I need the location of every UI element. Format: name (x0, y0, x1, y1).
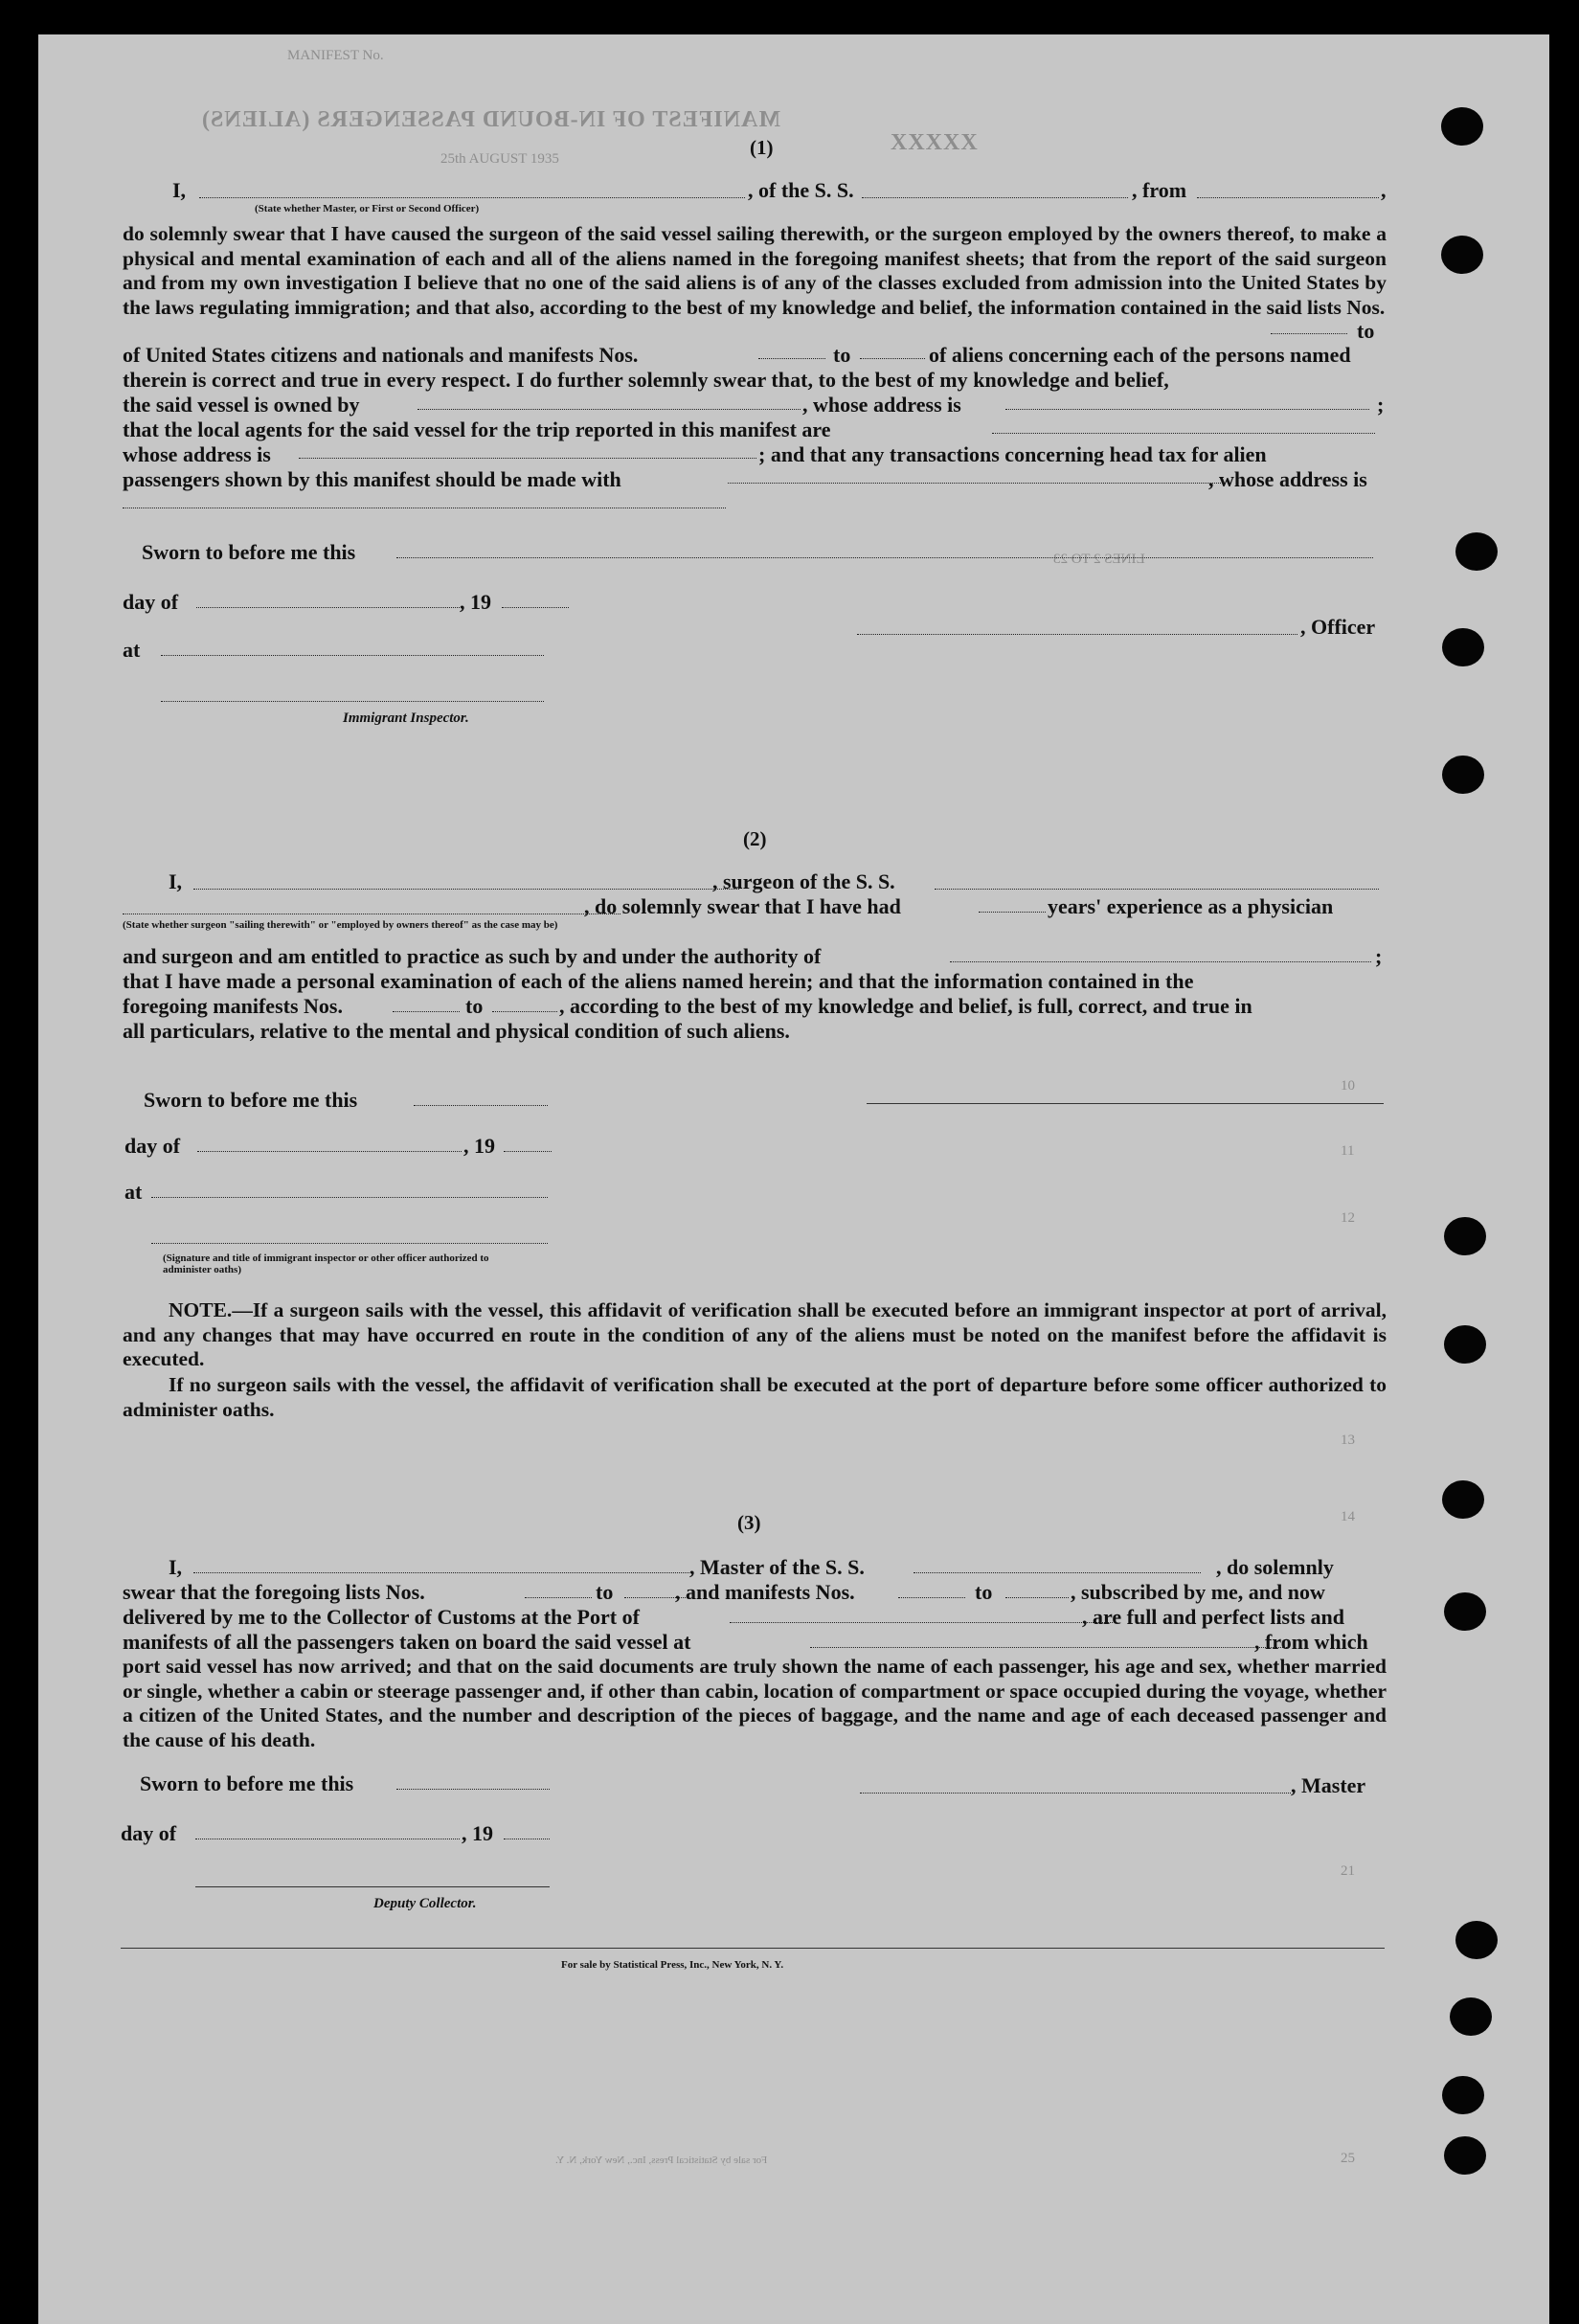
s2-day-blank (197, 1151, 462, 1152)
s3-port-blank (730, 1622, 1113, 1623)
s1-sworn-blank (396, 557, 1373, 558)
punch-hole (1442, 756, 1484, 794)
s2-at-blank (151, 1197, 548, 1198)
s2-authority-blank (950, 961, 1371, 962)
punch-hole (1444, 1325, 1486, 1364)
s2-ship-blank (935, 889, 1379, 890)
s2-sig-note: (Signature and title of immigrant inspector or other officer authorized to administer oaths) (163, 1252, 489, 1275)
s1-manifests-to-blank (860, 358, 925, 359)
s2-manifests-nos: foregoing manifests Nos. (123, 994, 343, 1018)
s1-made-with-blank (728, 483, 1221, 484)
s1-whose-address: , whose address is (802, 393, 961, 417)
s1-agents-blank (992, 433, 1375, 434)
s1-sworn: Sworn to before me this (142, 540, 356, 564)
s3-full-lists: , are full and perfect lists and (1082, 1605, 1344, 1629)
s2-line2: and surgeon and am entitled to practice as such by and under the authority of (123, 944, 822, 968)
section-number-2: (2) (743, 827, 767, 850)
punch-hole (1455, 532, 1498, 571)
ghost-margin-13: 13 (1341, 1433, 1355, 1448)
ghost-footer: For sale by Statistical Press, Inc., New York, N. Y. (555, 2155, 768, 2166)
ghost-date: 25th AUGUST 1935 (440, 151, 559, 167)
punch-hole (1442, 2076, 1484, 2114)
s3-body: port said vessel has now arrived; and that on the said documents are truly shown the name of each passenger, his age and sex, whether married or single, whether a cabin or steerage passenger and, if other than cabin, location of compartment or space occupied during the voyage, whether a citizen of the United States, and the number and description of the pieces of baggage, and the name and age of each deceased passenger and the cause of his death. (123, 1655, 1387, 1751)
s1-line3: therein is correct and true in every respect. I do further solemnly swear that, to the best of my knowledge and belief, (123, 368, 1169, 392)
punch-hole (1444, 1217, 1486, 1255)
s3-sworn: Sworn to before me this (140, 1771, 354, 1795)
s1-line2-end: of aliens concerning each of the persons named (929, 343, 1351, 367)
ghost-margin-11: 11 (1341, 1143, 1355, 1159)
s3-and-manifests: , and manifests Nos. (675, 1580, 855, 1604)
s2-19: , 19 (463, 1134, 495, 1158)
s3-deputy-collector: Deputy Collector. (373, 1896, 477, 1911)
ghost-manifest-no: MANIFEST No. (287, 48, 384, 63)
s3-name-blank (193, 1572, 691, 1573)
s1-owned-by: the said vessel is owned by (123, 393, 360, 417)
s1-year-blank (502, 607, 569, 608)
s2-years-blank (979, 912, 1046, 913)
s2-to: to (465, 994, 484, 1018)
s1-from-blank (1197, 197, 1379, 198)
section-number-1: (1) (750, 136, 774, 159)
ghost-heading: MANIFEST OF IN-BOUND PASSENGERS (ALIENS) (201, 107, 780, 132)
ghost-margin-10: 10 (1341, 1078, 1355, 1094)
punch-hole (1455, 1921, 1498, 1959)
s2-sworn: Sworn to before me this (144, 1088, 358, 1112)
ghost-margin-12: 12 (1341, 1210, 1355, 1226)
s1-owner-blank (417, 409, 801, 410)
s1-line2: of United States citizens and nationals and manifests Nos. (123, 343, 639, 367)
s2-semi: ; (1375, 944, 1383, 968)
s3-collector-sig-line (195, 1886, 550, 1887)
s2-from-blank (393, 1011, 460, 1012)
s3-manifests-to-blank (1005, 1597, 1069, 1598)
s1-agents-address-blank (299, 458, 756, 459)
s1-officer-note: (State whether Master, or First or Second Officer) (255, 203, 480, 214)
s2-at: at (124, 1180, 143, 1204)
ghost-margin-14: 14 (1341, 1509, 1355, 1524)
s1-day-of: day of (123, 590, 179, 614)
s3-to-2: to (975, 1580, 993, 1604)
s1-officer: , Officer (1300, 615, 1376, 639)
punch-hole (1442, 628, 1484, 666)
footer-rule (121, 1948, 1385, 1949)
s1-officer-sig-blank (857, 634, 1297, 635)
ghost-xxxx: XXXXX (891, 130, 979, 155)
s1-local-agents: that the local agents for the said vessel for the trip reported in this manifest are (123, 417, 831, 441)
s3-manifests-from-blank (898, 1597, 965, 1598)
s1-of-ss: , of the S. S. (748, 178, 854, 202)
s1-day-blank (196, 607, 460, 608)
s2-swear: , do solemnly swear that I have had (584, 894, 901, 918)
s3-i: I, (169, 1555, 183, 1579)
s1-from: , from (1132, 178, 1187, 202)
s3-subscribed: , subscribed by me, and now (1071, 1580, 1325, 1604)
s2-status-note: (State whether surgeon "sailing therewith" or "employed by owners thereof" as the case may be) (123, 919, 558, 931)
punch-hole (1444, 2136, 1486, 2175)
s2-year-blank (504, 1151, 552, 1152)
s3-swear-lists: swear that the foregoing lists Nos. (123, 1580, 425, 1604)
s1-lists-from-blank (1271, 333, 1347, 334)
s2-note (123, 1298, 1387, 1372)
s2-line4-end: , according to the best of my knowledge and belief, is full, correct, and true in (559, 994, 1252, 1018)
s2-sworn-blank (414, 1105, 548, 1106)
s1-line2-to: to (833, 343, 851, 367)
s2-to-blank (492, 1011, 557, 1012)
s1-whose-address-3: , whose address is (1208, 467, 1367, 491)
s3-day-of: day of (121, 1821, 177, 1845)
s3-sworn-blank (396, 1789, 550, 1790)
s1-inspector-sig-blank (161, 701, 544, 702)
s2-day-of: day of (124, 1134, 181, 1158)
s3-from-which: , from which (1254, 1630, 1368, 1654)
s2-line5: all particulars, relative to the mental and physical condition of such aliens. (123, 1019, 790, 1043)
s1-body: do solemnly swear that I have caused the surgeon of the said vessel sailing therewith, or the surgeon employed by the owners thereof, to make a physical and mental examination of each and all of the aliens named in the foregoing manifest sheets; that from the report of the said surgeon and from my own investigation I believe that no one of the said aliens is of any of the classes excluded from admission into the United States by the laws regulating immigration; and that also, according to the best of my knowledge and belief, the information contained in the said lists Nos. (123, 222, 1387, 319)
s1-ship-blank (862, 197, 1128, 198)
s2-line3: that I have made a personal examination of each of the aliens named herein; and that the information contained in the (123, 969, 1194, 993)
s1-semi: ; (1377, 393, 1385, 417)
s1-made-with: passengers shown by this manifest should be made with (123, 467, 621, 491)
s2-surgeon-sig-line (867, 1103, 1384, 1104)
s3-to-1: to (596, 1580, 614, 1604)
s3-delivered: delivered by me to the Collector of Customs at the Port of (123, 1605, 640, 1629)
s3-swear: , do solemnly (1216, 1555, 1334, 1579)
s2-note-label: NOTE. (169, 1298, 233, 1321)
footer-printer: For sale by Statistical Press, Inc., New York, N. Y. (561, 1959, 784, 1971)
s2-note-text: —If a surgeon sails with the vessel, this affidavit of verification shall be executed before an immigrant inspector at port of arrival, and any changes that may have occurred en route in the condition of any of the aliens must be noted on the manifest before the affidavit is executed. (123, 1298, 1387, 1371)
ghost-margin-25: 25 (1341, 2151, 1355, 2166)
s2-note-2: If no surgeon sails with the vessel, the affidavit of verification shall be executed at the port of departure before some officer authorized to administer oaths. (123, 1373, 1387, 1421)
s1-head-tax: ; and that any transactions concerning head tax for alien (758, 442, 1267, 466)
s1-owner-address-blank (1005, 409, 1369, 410)
s1-19: , 19 (460, 590, 491, 614)
s1-whose-address-2: whose address is (123, 442, 271, 466)
ghost-lines: LINES 2 TO 23 (1053, 552, 1145, 567)
s3-19: , 19 (462, 1821, 493, 1845)
s1-at-blank (161, 655, 544, 656)
s3-master: , Master (1291, 1773, 1366, 1797)
s1-i: I, (172, 178, 187, 202)
s3-lists-from-blank (525, 1597, 592, 1598)
punch-hole (1450, 1997, 1492, 2036)
s1-at: at (123, 638, 141, 662)
s3-ship-blank (914, 1572, 1201, 1573)
ghost-margin-21: 21 (1341, 1863, 1355, 1879)
s1-to: to (1357, 319, 1375, 343)
section-number-3: (3) (737, 1511, 761, 1534)
s3-master-of: , Master of the S. S. (689, 1555, 865, 1579)
s3-taken-on-board: manifests of all the passengers taken on board the said vessel at (123, 1630, 691, 1654)
s2-surgeon-of: , surgeon of the S. S. (712, 869, 895, 893)
s2-i: I, (169, 869, 183, 893)
s2-name-blank (193, 889, 739, 890)
s1-comma: , (1381, 178, 1387, 202)
punch-hole (1441, 236, 1483, 274)
s3-master-sig-blank (860, 1793, 1291, 1794)
s1-manifests-from-blank (758, 358, 825, 359)
s1-officer-blank (199, 197, 745, 198)
document-page (38, 34, 1549, 2324)
s2-officer-sig-blank (151, 1243, 548, 1244)
s1-inspector: Immigrant Inspector. (343, 711, 469, 726)
punch-hole (1441, 107, 1483, 146)
s2-years: years' experience as a physician (1048, 894, 1334, 918)
punch-hole (1442, 1480, 1484, 1519)
punch-hole (1444, 1592, 1486, 1631)
s3-port-departure-blank (810, 1647, 1289, 1648)
